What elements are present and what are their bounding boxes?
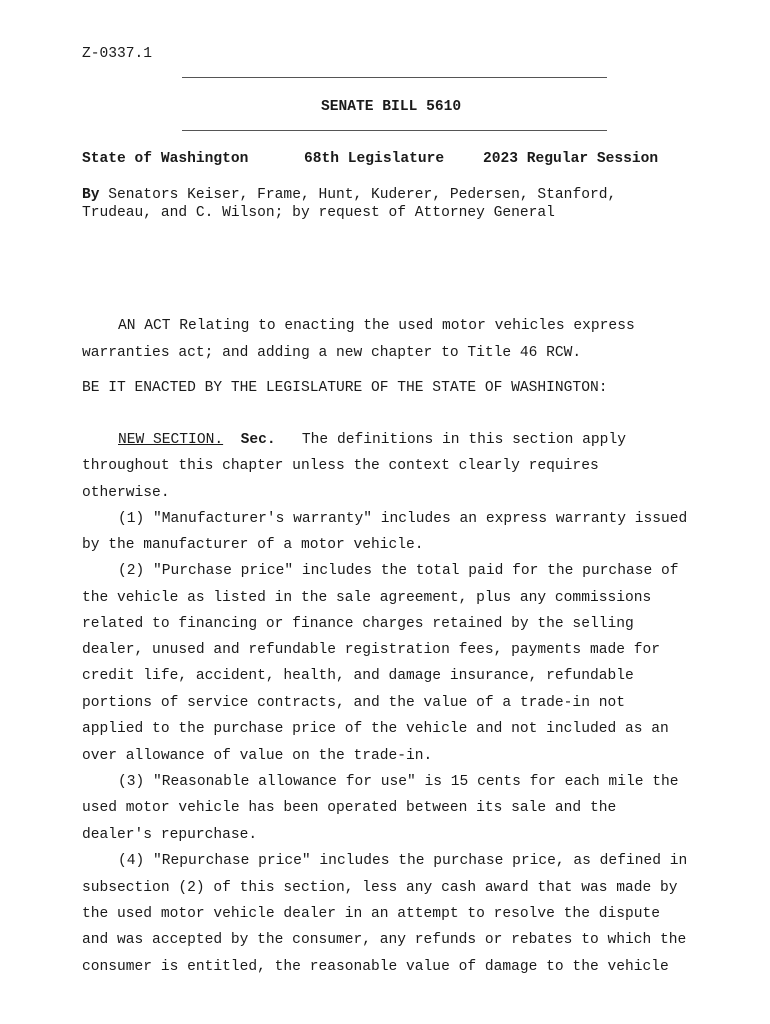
sec-label: Sec. (240, 432, 276, 448)
bill-title: SENATE BILL 5610 (321, 99, 462, 115)
title-rule-bottom (182, 130, 607, 131)
def3-line-2: used motor vehicle has been operated between its sale and the (82, 800, 617, 816)
def3-line-1: (3) "Reasonable allowance for use" is 15 cents for each mile the (118, 774, 679, 790)
sponsors-line-2: Trudeau, and C. Wilson; by request of Attorney General (82, 205, 555, 221)
def2-line-5: credit life, accident, health, and damage insurance, refundable (82, 668, 634, 684)
def4-line-5: consumer is entitled, the reasonable value of damage to the vehicle (82, 959, 669, 975)
def1-line-1: (1) "Manufacturer's warranty" includes an express warranty issued (118, 511, 688, 527)
def4-line-2: subsection (2) of this section, less any cash award that was made by (82, 880, 678, 896)
act-line-1: AN ACT Relating to enacting the used motor vehicles express (118, 318, 635, 334)
session-label: 2023 Regular Session (483, 151, 659, 167)
def1-line-2: by the manufacturer of a motor vehicle. (82, 537, 424, 553)
state-label: State of Washington (82, 151, 249, 167)
section-intro-text: The definitions in this section apply (301, 432, 626, 448)
def2-line-1: (2) "Purchase price" includes the total paid for the purchase of (118, 563, 679, 579)
def2-line-4: dealer, unused and refundable registration fees, payments made for (82, 642, 661, 658)
title-rule-top (182, 77, 607, 78)
def3-line-3: dealer's repurchase. (82, 827, 258, 843)
by-label: By (82, 187, 100, 203)
def4-line-1: (4) "Repurchase price" includes the purchase price, as defined in (118, 853, 688, 869)
def4-line-3: the used motor vehicle dealer in an attempt to resolve the dispute (82, 906, 661, 922)
def2-line-3: related to financing or finance charges retained by the selling (82, 616, 634, 632)
legislature-label: 68th Legislature (304, 151, 445, 167)
new-section-label: NEW SECTION. (118, 432, 224, 448)
def2-line-7: applied to the purchase price of the vehicle and not included as an (82, 721, 669, 737)
sponsors-text-1: Senators Keiser, Frame, Hunt, Kuderer, Pedersen, Stanford, (108, 187, 617, 203)
section-intro-line-3: otherwise. (82, 485, 170, 501)
def4-line-4: and was accepted by the consumer, any refunds or rebates to which the (82, 932, 687, 948)
def2-line-2: the vehicle as listed in the sale agreement, plus any commissions (82, 590, 652, 606)
document-code: Z-0337.1 (82, 46, 153, 62)
section-intro-line-1 (118, 432, 626, 448)
def2-line-6: portions of service contracts, and the value of a trade-in not (82, 695, 625, 711)
section-intro-line-2: throughout this chapter unless the context clearly requires (82, 458, 599, 474)
act-line-2: warranties act; and adding a new chapter to Title 46 RCW. (82, 345, 582, 361)
sponsors-line-1 (82, 187, 616, 203)
def2-line-8: over allowance of value on the trade-in. (82, 748, 433, 764)
enacting-clause: BE IT ENACTED BY THE LEGISLATURE OF THE STATE OF WASHINGTON: (82, 380, 608, 396)
